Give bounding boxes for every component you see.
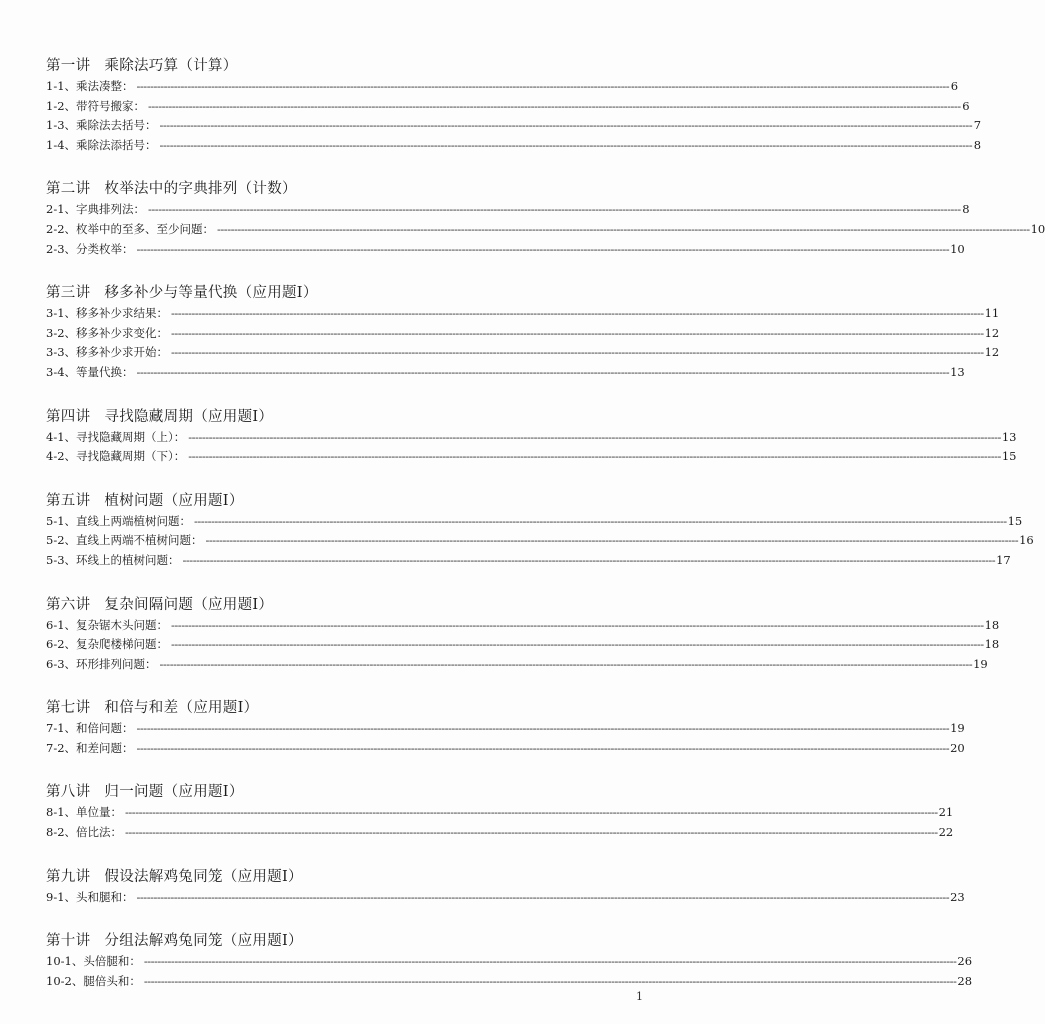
entry-page-number: 16 (1019, 533, 1034, 548)
toc-entry[interactable] (46, 888, 965, 908)
dot-leader: ------------------------------------------------------------------------------------------------------------------------------------------------------------------------------------------------------------------------------------------------ (148, 98, 961, 113)
section-heading (46, 930, 646, 952)
lecture-title: 乘除法巧算（计算） (104, 58, 238, 74)
entry-page-number: 12 (984, 325, 1000, 340)
toc-entry[interactable] (46, 512, 1023, 532)
section-heading (46, 282, 646, 304)
entry-label: 环线上的植树问题： (76, 552, 180, 567)
entry-page-number: 26 (957, 954, 973, 969)
dot-leader: ------------------------------------------------------------------------------------------------------------------------------------------------------------------------------------------------------------------------------------------------ (148, 202, 961, 217)
entry-number: 2-3、 (46, 241, 77, 256)
lecture-number: 第八讲 (46, 784, 91, 801)
section-heading (46, 490, 646, 512)
entry-page-number: 28 (957, 973, 973, 988)
toc-entry[interactable] (46, 739, 965, 759)
toc-section (46, 178, 1045, 259)
entry-number: 6-1、 (46, 617, 77, 632)
section-heading (46, 866, 646, 888)
entry-page-number: 18 (984, 637, 1000, 652)
page-number: 1 (636, 990, 643, 1003)
toc-section (46, 406, 1017, 467)
entry-label: 复杂爬楼梯问题： (76, 637, 169, 652)
entry-label: 字典排列法： (76, 202, 146, 217)
toc-entry[interactable] (46, 952, 973, 972)
lecture-number: 第九讲 (46, 868, 91, 885)
dot-leader: ------------------------------------------------------------------------------------------------------------------------------------------------------------------------------------------------------------------------------------------------ (159, 656, 973, 671)
dot-leader: ------------------------------------------------------------------------------------------------------------------------------------------------------------------------------------------------------------------------------------------------ (171, 345, 984, 360)
entry-number: 2-2、 (46, 221, 77, 236)
dot-leader: ------------------------------------------------------------------------------------------------------------------------------------------------------------------------------------------------------------------------------------------------ (217, 221, 1030, 236)
toc-entry[interactable] (46, 136, 982, 156)
lecture-title: 分组法解鸡兔同笼（应用题Ⅰ） (104, 933, 303, 950)
dot-leader: ------------------------------------------------------------------------------------------------------------------------------------------------------------------------------------------------------------------------------------------------ (136, 721, 950, 736)
entry-page-number: 8 (973, 137, 982, 152)
dot-leader: ------------------------------------------------------------------------------------------------------------------------------------------------------------------------------------------------------------------------------------------------ (136, 241, 950, 256)
entry-page-number: 15 (1001, 449, 1017, 464)
lecture-title: 枚举法中的字典排列（计数） (104, 181, 297, 198)
toc-entry[interactable] (46, 240, 965, 260)
toc-entry[interactable] (46, 324, 1000, 344)
entry-label: 倍比法： (76, 825, 123, 840)
entry-page-number: 8 (962, 202, 970, 217)
entry-label: 直线上两端不植树问题： (76, 533, 203, 548)
lecture-number: 第六讲 (46, 596, 91, 613)
entry-label: 寻找隐藏周期（上）： (76, 429, 186, 444)
entry-number: 3-1、 (46, 306, 77, 321)
entry-label: 乘除法去括号： (76, 118, 157, 133)
toc-section (46, 781, 954, 842)
lecture-title: 和倍与和差（应用题Ⅰ） (104, 700, 259, 717)
entry-page-number: 20 (950, 740, 965, 755)
entry-page-number: 23 (950, 889, 965, 904)
dot-leader: ------------------------------------------------------------------------------------------------------------------------------------------------------------------------------------------------------------------------------------------------ (171, 306, 984, 321)
entry-page-number: 10 (1030, 221, 1045, 236)
dot-leader: ------------------------------------------------------------------------------------------------------------------------------------------------------------------------------------------------------------------------------------------------ (136, 740, 950, 755)
entry-label: 单位量： (76, 805, 123, 820)
entry-number: 1-3、 (46, 118, 77, 133)
toc-section (46, 490, 1034, 571)
entry-page-number: 22 (938, 825, 954, 840)
dot-leader: ------------------------------------------------------------------------------------------------------------------------------------------------------------------------------------------------------------------------------------------------ (159, 137, 973, 152)
entry-number: 3-2、 (46, 325, 77, 340)
entry-page-number: 19 (973, 656, 988, 671)
section-heading (46, 697, 646, 719)
entry-number: 5-3、 (46, 552, 77, 567)
toc-entry[interactable] (46, 77, 959, 97)
lecture-number: 第四讲 (46, 408, 91, 425)
toc-entry[interactable] (46, 304, 1000, 324)
section-heading (46, 594, 646, 616)
toc-entry[interactable] (46, 97, 970, 117)
lecture-number: 第三讲 (46, 285, 91, 302)
entry-page-number: 18 (984, 617, 1000, 632)
entry-label: 头倍腿和： (83, 954, 141, 969)
toc-section (46, 594, 1000, 675)
dot-leader: ------------------------------------------------------------------------------------------------------------------------------------------------------------------------------------------------------------------------------------------------ (188, 449, 1001, 464)
entry-number: 7-2、 (46, 740, 77, 755)
entry-page-number: 11 (984, 306, 1000, 321)
entry-label: 头和腿和： (76, 889, 134, 904)
entry-number: 7-1、 (46, 721, 77, 736)
entry-page-number: 13 (1001, 429, 1017, 444)
toc-entry[interactable] (46, 363, 965, 383)
section-heading (46, 55, 646, 77)
entry-page-number: 15 (1007, 513, 1023, 528)
entry-number: 2-1、 (46, 202, 77, 217)
toc-entry[interactable] (46, 823, 954, 843)
dot-leader: ------------------------------------------------------------------------------------------------------------------------------------------------------------------------------------------------------------------------------------------------ (136, 79, 950, 93)
entry-number: 1-2、 (46, 98, 77, 113)
entry-label: 环形排列问题： (76, 656, 157, 671)
dot-leader: ------------------------------------------------------------------------------------------------------------------------------------------------------------------------------------------------------------------------------------------------ (205, 533, 1019, 548)
entry-label: 乘除法添括号： (76, 137, 157, 152)
entry-number: 1-1、 (46, 79, 77, 93)
lecture-number: 第七讲 (46, 700, 91, 717)
entry-label: 乘法凑整： (76, 79, 134, 93)
entry-label: 寻找隐藏周期（下）： (76, 449, 186, 464)
entry-number: 5-2、 (46, 533, 77, 548)
entry-page-number: 6 (950, 79, 959, 93)
dot-leader: ------------------------------------------------------------------------------------------------------------------------------------------------------------------------------------------------------------------------------------------------ (125, 825, 938, 840)
lecture-title: 假设法解鸡兔同笼（应用题Ⅰ） (104, 868, 303, 885)
dot-leader: ------------------------------------------------------------------------------------------------------------------------------------------------------------------------------------------------------------------------------------------------ (143, 954, 957, 969)
entry-page-number: 17 (996, 552, 1011, 567)
entry-label: 复杂锯木头问题： (76, 617, 169, 632)
toc-entry[interactable] (46, 343, 1000, 363)
lecture-number: 第五讲 (46, 492, 91, 509)
entry-label: 和差问题： (76, 740, 134, 755)
lecture-title: 寻找隐藏周期（应用题Ⅰ） (104, 408, 274, 425)
entry-page-number: 12 (984, 345, 1000, 360)
toc-entry[interactable] (46, 447, 1017, 467)
entry-number: 10-2、 (46, 973, 84, 988)
entry-number: 3-4、 (46, 364, 77, 379)
entry-label: 移多补少求变化： (76, 325, 169, 340)
dot-leader: ------------------------------------------------------------------------------------------------------------------------------------------------------------------------------------------------------------------------------------------------ (182, 552, 996, 567)
toc-section (46, 866, 965, 908)
lecture-number: 第二讲 (46, 181, 91, 198)
entry-page-number: 6 (962, 98, 970, 113)
entry-label: 带符号搬家： (76, 98, 146, 113)
lecture-number: 第一讲 (46, 58, 91, 74)
dot-leader: ------------------------------------------------------------------------------------------------------------------------------------------------------------------------------------------------------------------------------------------------ (143, 973, 957, 988)
entry-number: 8-1、 (46, 805, 77, 820)
entry-label: 移多补少求结果： (76, 306, 169, 321)
entry-page-number: 21 (938, 805, 954, 820)
entry-number: 9-1、 (46, 889, 77, 904)
toc-entry[interactable] (46, 655, 988, 675)
entry-number: 4-2、 (46, 449, 77, 464)
entry-number: 1-4、 (46, 137, 77, 152)
entry-number: 10-1、 (46, 954, 84, 969)
entry-number: 6-3、 (46, 656, 77, 671)
section-heading (46, 178, 646, 200)
dot-leader: ------------------------------------------------------------------------------------------------------------------------------------------------------------------------------------------------------------------------------------------------ (188, 429, 1001, 444)
toc-section (46, 930, 973, 991)
entry-page-number: 10 (950, 241, 965, 256)
entry-page-number: 13 (950, 364, 965, 379)
entry-page-number: 7 (973, 118, 982, 133)
entry-label: 直线上两端植树问题： (76, 513, 192, 528)
dot-leader: ------------------------------------------------------------------------------------------------------------------------------------------------------------------------------------------------------------------------------------------------ (194, 513, 1007, 528)
lecture-number: 第十讲 (46, 933, 91, 950)
entry-number: 3-3、 (46, 345, 77, 360)
toc-entry[interactable] (46, 200, 970, 220)
toc-section (46, 55, 982, 155)
toc-section (46, 697, 965, 758)
toc-entry[interactable] (46, 116, 982, 136)
section-heading (46, 406, 646, 428)
entry-label: 腿倍头和： (83, 973, 141, 988)
dot-leader: ------------------------------------------------------------------------------------------------------------------------------------------------------------------------------------------------------------------------------------------------ (171, 325, 984, 340)
entry-page-number: 19 (950, 721, 965, 736)
dot-leader: ------------------------------------------------------------------------------------------------------------------------------------------------------------------------------------------------------------------------------------------------ (171, 637, 984, 652)
entry-label: 等量代换： (76, 364, 134, 379)
toc-entry[interactable] (46, 531, 1034, 551)
entry-number: 8-2、 (46, 825, 77, 840)
lecture-title: 归一问题（应用题Ⅰ） (104, 784, 244, 801)
entry-label: 和倍问题： (76, 721, 134, 736)
dot-leader: ------------------------------------------------------------------------------------------------------------------------------------------------------------------------------------------------------------------------------------------------ (136, 364, 950, 379)
section-heading (46, 781, 646, 803)
toc-entry[interactable] (46, 972, 973, 992)
entry-number: 6-2、 (46, 637, 77, 652)
dot-leader: ------------------------------------------------------------------------------------------------------------------------------------------------------------------------------------------------------------------------------------------------ (159, 118, 973, 133)
lecture-title: 植树问题（应用题Ⅰ） (104, 492, 244, 509)
toc-entry[interactable] (46, 220, 1045, 240)
toc-entry[interactable] (46, 719, 965, 739)
toc-entry[interactable] (46, 635, 1000, 655)
table-of-contents (46, 55, 1045, 1014)
lecture-title: 复杂间隔问题（应用题Ⅰ） (104, 596, 274, 613)
dot-leader: ------------------------------------------------------------------------------------------------------------------------------------------------------------------------------------------------------------------------------------------------ (171, 617, 984, 632)
entry-label: 枚举中的至多、至少问题： (76, 221, 215, 236)
toc-section (46, 282, 1000, 382)
entry-label: 分类枚举： (76, 241, 134, 256)
dot-leader: ------------------------------------------------------------------------------------------------------------------------------------------------------------------------------------------------------------------------------------------------ (125, 805, 938, 820)
toc-entry[interactable] (46, 803, 954, 823)
entry-label: 移多补少求开始： (76, 345, 169, 360)
lecture-title: 移多补少与等量代换（应用题Ⅰ） (104, 285, 318, 302)
toc-entry[interactable] (46, 428, 1017, 448)
toc-entry[interactable] (46, 551, 1011, 571)
dot-leader: ------------------------------------------------------------------------------------------------------------------------------------------------------------------------------------------------------------------------------------------------ (136, 889, 950, 904)
entry-number: 4-1、 (46, 429, 77, 444)
entry-number: 5-1、 (46, 513, 77, 528)
toc-entry[interactable] (46, 616, 1000, 636)
